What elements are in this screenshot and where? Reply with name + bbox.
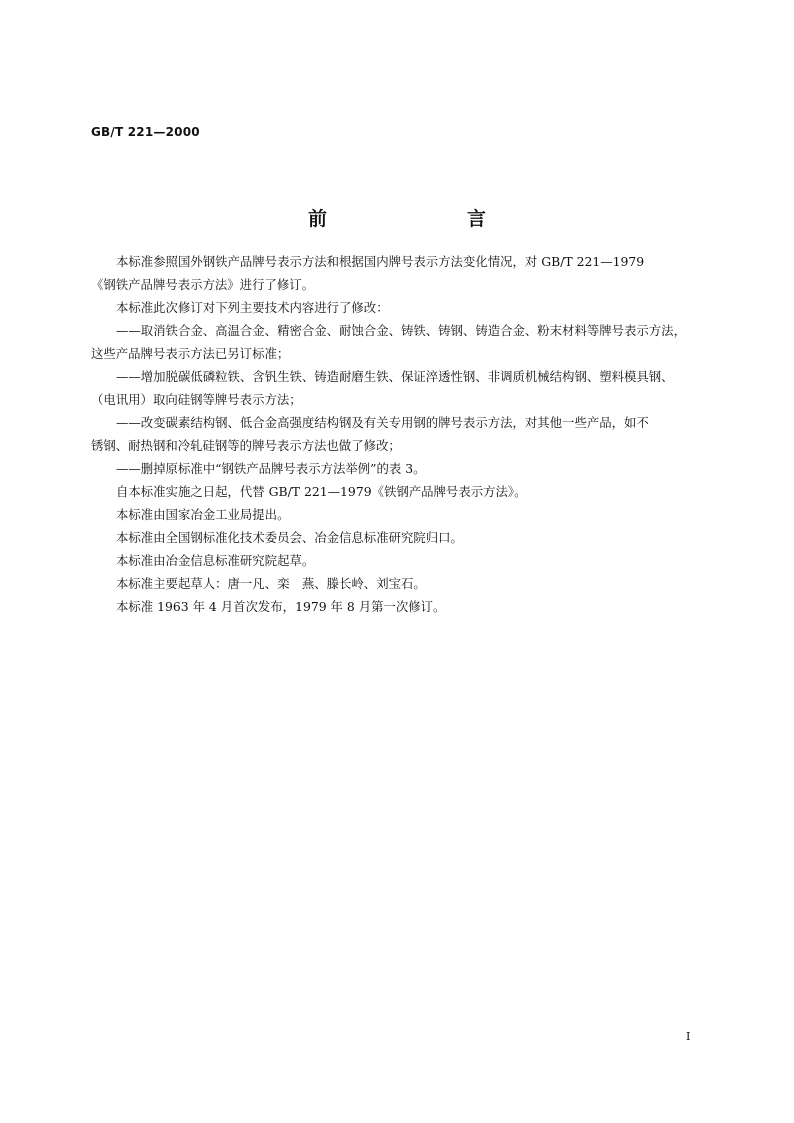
paragraph-line: 本标准主要起草人：唐一凡、栾 燕、滕长岭、刘宝石。: [116, 576, 426, 591]
paragraph-line: ——增加脱碳低磷粒铁、含钒生铁、铸造耐磨生铁、保证淬透性钢、非调质机械结构钢、塑料模具钢、: [116, 369, 674, 384]
paragraph-line: ——改变碳素结构钢、低合金高强度结构钢及有关专用钢的牌号表示方法，对其他一些产品，如不: [116, 415, 649, 430]
foreword-body: [91, 250, 708, 618]
paragraph-line: 这些产品牌号表示方法已另订标准；: [91, 346, 290, 361]
paragraph-line: ——删掉原标准中“钢铁产品牌号表示方法举例”的表 3。: [116, 461, 426, 476]
paragraph-line: 本标准 1963 年 4 月首次发布，1979 年 8 月第一次修订。: [116, 599, 446, 614]
paragraph-line: 《钢铁产品牌号表示方法》进行了修订。: [91, 277, 315, 292]
paragraph-line: 本标准由全国钢标准化技术委员会、冶金信息标准研究院归口。: [116, 530, 463, 545]
paragraph-line: 本标准由冶金信息标准研究院起草。: [116, 553, 315, 568]
paragraph-line: ——取消铁合金、高温合金、精密合金、耐蚀合金、铸铁、铸钢、铸造合金、粉末材料等牌号表示方法，: [116, 323, 686, 338]
page-number: I: [686, 1030, 691, 1043]
paragraph-line: 本标准参照国外钢铁产品牌号表示方法和根据国内牌号表示方法变化情况，对 GB/T 221—1979: [116, 254, 645, 269]
paragraph-line: 自本标准实施之日起，代替 GB/T 221—1979《铁钢产品牌号表示方法》。: [116, 484, 527, 499]
paragraph-line: 本标准由国家冶金工业局提出。: [116, 507, 290, 522]
page-title: 前 言: [307, 208, 520, 230]
standard-code: GB/T 221—2000: [91, 125, 200, 139]
paragraph-line: （电讯用）取向硅钢等牌号表示方法；: [91, 392, 302, 407]
paragraph-line: 本标准此次修订对下列主要技术内容进行了修改：: [116, 300, 389, 315]
paragraph-line: 锈钢、耐热钢和冷轧硅钢等的牌号表示方法也做了修改；: [91, 438, 401, 453]
